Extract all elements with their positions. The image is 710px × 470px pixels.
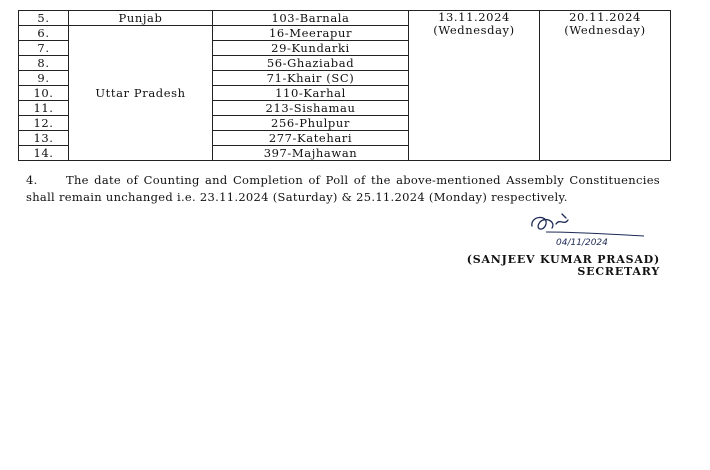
handwritten-signature: [526, 212, 650, 248]
serial-number-cell: 7.: [19, 41, 69, 56]
constituency-cell: 277-Katehari: [213, 131, 409, 146]
revised-poll-date-cell: [540, 11, 671, 161]
revised-poll-day: (Wednesday): [564, 23, 646, 37]
serial-number-cell: 11.: [19, 101, 69, 116]
original-poll-date-cell: [409, 11, 540, 161]
counting-date-paragraph: [26, 172, 660, 206]
signature-date: 04/11/2024: [556, 238, 608, 248]
original-poll-day: (Wednesday): [433, 23, 515, 37]
constituency-cell: 256-Phulpur: [213, 116, 409, 131]
serial-number-cell: 9.: [19, 71, 69, 86]
state-cell: Punjab: [69, 11, 213, 26]
signatory-block: [467, 254, 660, 278]
constituency-cell: 71-Khair (SC): [213, 71, 409, 86]
constituency-cell: 103-Barnala: [213, 11, 409, 26]
bye-election-schedule-table: [18, 10, 671, 161]
paragraph-number: 4.: [26, 173, 38, 187]
constituency-cell: 16-Meerapur: [213, 26, 409, 41]
serial-number-cell: 5.: [19, 11, 69, 26]
revised-poll-date: 20.11.2024: [569, 10, 641, 24]
state-cell-uttar-pradesh: Uttar Pradesh: [69, 26, 213, 161]
signatory-name: (SANJEEV KUMAR PRASAD): [466, 253, 660, 266]
table-row: [19, 11, 671, 26]
paragraph-text: The date of Counting and Completion of Poll of the above-mentioned Assembly Constituencies shall remain unchanged i.e. 23.11.2024 (Saturday) & 25.11.2024 (Monday) respectively.: [26, 173, 660, 204]
serial-number-cell: 10.: [19, 86, 69, 101]
serial-number-cell: 14.: [19, 146, 69, 161]
constituency-cell: 213-Sishamau: [213, 101, 409, 116]
serial-number-cell: 13.: [19, 131, 69, 146]
signatory-title: SECRETARY: [577, 265, 660, 278]
constituency-cell: 56-Ghaziabad: [213, 56, 409, 71]
serial-number-cell: 8.: [19, 56, 69, 71]
constituency-cell: 397-Majhawan: [213, 146, 409, 161]
serial-number-cell: 6.: [19, 26, 69, 41]
constituency-cell: 29-Kundarki: [213, 41, 409, 56]
constituency-cell: 110-Karhal: [213, 86, 409, 101]
serial-number-cell: 12.: [19, 116, 69, 131]
original-poll-date: 13.11.2024: [438, 10, 510, 24]
